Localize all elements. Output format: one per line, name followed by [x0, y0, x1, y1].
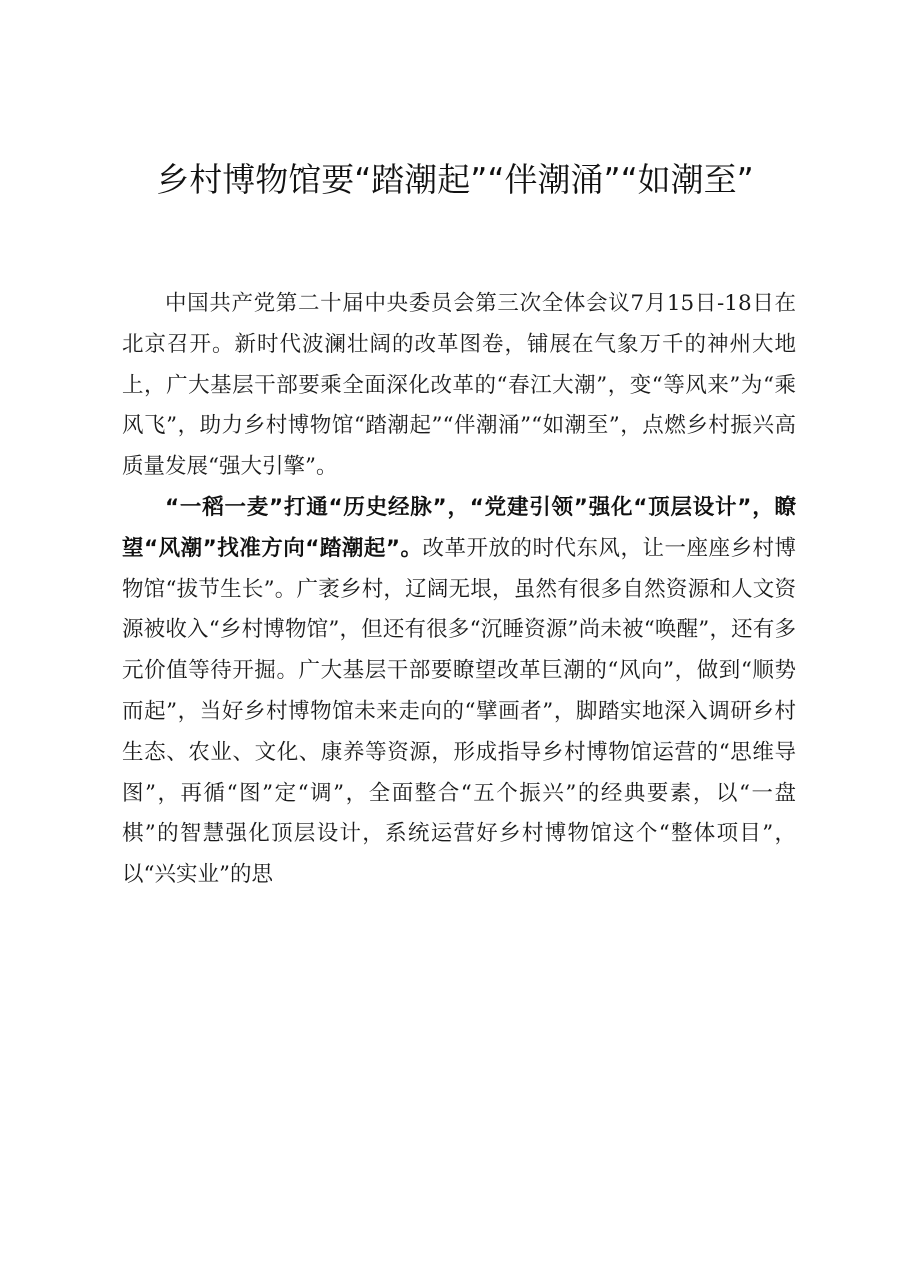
- paragraph-2-text: 改革开放的时代东风，让一座座乡村博物馆“拔节生长”。广袤乡村，辽阔无垠，虽然有很多自然资源和人文资源被收入“乡村博物馆”，但还有很多“沉睡资源”尚未被“唤醒”，还有多元价值等待开掘。广大基层干部要瞭望改革巨潮的“风向”，做到“顺势而起”，当好乡村博物馆未来走向的“擘画者”，脚踏实地深入调研乡村生态、农业、文化、康养等资源，形成指导乡村博物馆运营的“思维导图”，再循“图”定“调”，全面整合“五个振兴”的经典要素，以“一盘棋”的智慧强化顶层设计，系统运营好乡村博物馆这个“整体项目”，以“兴实业”的思: [122, 535, 796, 888]
- document-body: [122, 284, 796, 896]
- paragraph-2: [122, 488, 796, 896]
- document-title: 乡村博物馆要“踏潮起”“伴潮涌”“如潮至”: [156, 160, 754, 199]
- paragraph-1: [122, 284, 796, 488]
- paragraph-2-lead: “一稻一麦”打通“历史经脉”，“党建引领”强化“顶层设计”，瞭望“风潮”找准方向“踏潮起”。: [122, 494, 796, 561]
- paragraph-1-text: 中国共产党第二十届中央委员会第三次全体会议7月15日-18日在北京召开。新时代波澜壮阔的改革图卷，铺展在气象万千的神州大地上，广大基层干部要乘全面深化改革的“春江大潮”，变“等风来”为“乘风飞”，助力乡村博物馆“踏潮起”“伴潮涌”“如潮至”，点燃乡村振兴高质量发展“强大引擎”。: [122, 291, 796, 480]
